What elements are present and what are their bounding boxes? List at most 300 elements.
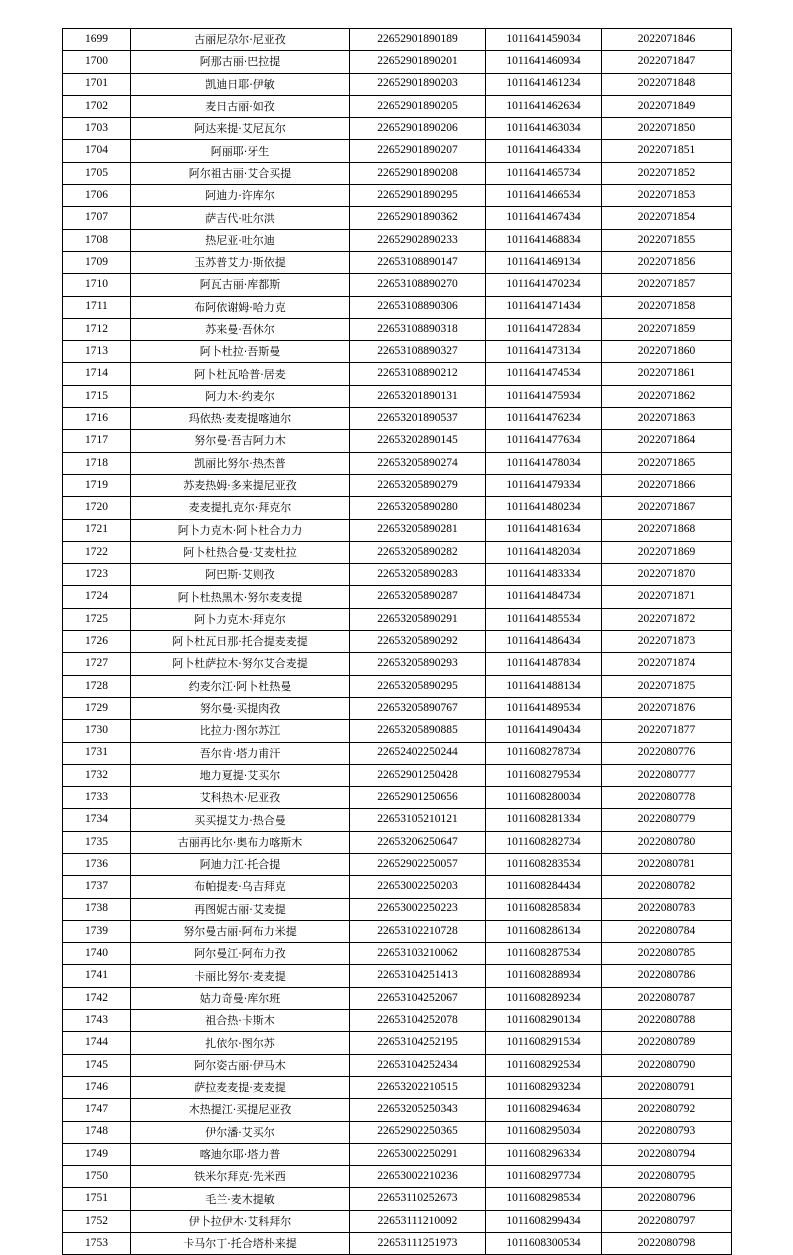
cell-sequence: 1701 <box>63 73 131 95</box>
cell-name: 比拉力·图尔苏江 <box>131 720 350 742</box>
cell-name: 阿迪力·许库尔 <box>131 185 350 207</box>
cell-business-number: 2022080786 <box>602 965 732 987</box>
cell-id-number: 22653205890767 <box>350 697 486 719</box>
table-row <box>63 809 732 831</box>
cell-id-number: 22653111251973 <box>350 1233 486 1255</box>
cell-code: 1011608283534 <box>486 853 602 875</box>
cell-code: 1011608297734 <box>486 1166 602 1188</box>
cell-name: 扎依尔·图尔苏 <box>131 1032 350 1054</box>
table-row <box>63 1210 732 1232</box>
cell-business-number: 2022071868 <box>602 519 732 541</box>
cell-name: 布阿依谢姆·哈力克 <box>131 296 350 318</box>
table-row <box>63 564 732 586</box>
cell-business-number: 2022080780 <box>602 831 732 853</box>
table-row <box>63 519 732 541</box>
table-row <box>63 474 732 496</box>
cell-business-number: 2022071871 <box>602 586 732 608</box>
cell-name: 苏来曼·吾休尔 <box>131 318 350 340</box>
cell-id-number: 22652901890295 <box>350 185 486 207</box>
cell-name: 再图妮古丽·艾麦提 <box>131 898 350 920</box>
cell-id-number: 22653002250291 <box>350 1143 486 1165</box>
cell-name: 阿瓦古丽·库都斯 <box>131 274 350 296</box>
table-row <box>63 943 732 965</box>
cell-business-number: 2022080779 <box>602 809 732 831</box>
cell-business-number: 2022080795 <box>602 1166 732 1188</box>
cell-sequence: 1703 <box>63 118 131 140</box>
cell-id-number: 22653202210515 <box>350 1076 486 1098</box>
cell-business-number: 2022080791 <box>602 1076 732 1098</box>
cell-business-number: 2022071848 <box>602 73 732 95</box>
cell-name: 布帕提麦·乌吉拜克 <box>131 876 350 898</box>
table-row <box>63 920 732 942</box>
cell-id-number: 22652901890189 <box>350 29 486 51</box>
cell-sequence: 1750 <box>63 1166 131 1188</box>
cell-name: 木热提江·买提尼亚孜 <box>131 1099 350 1121</box>
table-row <box>63 296 732 318</box>
cell-code: 1011608288934 <box>486 965 602 987</box>
table-row <box>63 95 732 117</box>
cell-sequence: 1726 <box>63 631 131 653</box>
cell-id-number: 22653104252195 <box>350 1032 486 1054</box>
cell-name: 阿卜力克木·拜克尔 <box>131 608 350 630</box>
table-row <box>63 29 732 51</box>
cell-code: 1011641488134 <box>486 675 602 697</box>
cell-business-number: 2022080790 <box>602 1054 732 1076</box>
cell-code: 1011608300534 <box>486 1233 602 1255</box>
cell-sequence: 1733 <box>63 787 131 809</box>
cell-code: 1011608280034 <box>486 787 602 809</box>
cell-name: 麦麦提扎克尔·拜克尔 <box>131 497 350 519</box>
cell-code: 1011608290134 <box>486 1010 602 1032</box>
cell-code: 1011641463034 <box>486 118 602 140</box>
cell-name: 卡丽比努尔·麦麦提 <box>131 965 350 987</box>
cell-business-number: 2022080781 <box>602 853 732 875</box>
cell-id-number: 22653205890274 <box>350 452 486 474</box>
table-row <box>63 1121 732 1143</box>
table-row <box>63 898 732 920</box>
table-row <box>63 1054 732 1076</box>
cell-sequence: 1720 <box>63 497 131 519</box>
cell-business-number: 2022071867 <box>602 497 732 519</box>
cell-sequence: 1751 <box>63 1188 131 1210</box>
table-row <box>63 586 732 608</box>
cell-code: 1011641467434 <box>486 207 602 229</box>
cell-name: 阿丽耶·牙生 <box>131 140 350 162</box>
cell-code: 1011608294634 <box>486 1099 602 1121</box>
cell-name: 喀迪尔耶·塔力普 <box>131 1143 350 1165</box>
cell-name: 凯迪日耶·伊敏 <box>131 73 350 95</box>
cell-id-number: 22652901890206 <box>350 118 486 140</box>
cell-sequence: 1731 <box>63 742 131 764</box>
table-row <box>63 720 732 742</box>
cell-business-number: 2022071857 <box>602 274 732 296</box>
cell-business-number: 2022071874 <box>602 653 732 675</box>
cell-name: 地力夏提·艾买尔 <box>131 764 350 786</box>
cell-sequence: 1741 <box>63 965 131 987</box>
cell-id-number: 22653108890306 <box>350 296 486 318</box>
cell-business-number: 2022080794 <box>602 1143 732 1165</box>
cell-sequence: 1705 <box>63 162 131 184</box>
cell-id-number: 22653102210728 <box>350 920 486 942</box>
cell-id-number: 22653104252067 <box>350 987 486 1009</box>
table-row <box>63 497 732 519</box>
cell-code: 1011641480234 <box>486 497 602 519</box>
table-row <box>63 385 732 407</box>
cell-code: 1011641468834 <box>486 229 602 251</box>
cell-code: 1011641471434 <box>486 296 602 318</box>
cell-sequence: 1729 <box>63 697 131 719</box>
cell-sequence: 1713 <box>63 341 131 363</box>
cell-business-number: 2022080789 <box>602 1032 732 1054</box>
cell-name: 阿卜杜瓦日那·托合提麦麦提 <box>131 631 350 653</box>
cell-business-number: 2022080796 <box>602 1188 732 1210</box>
cell-name: 苏麦热姆·多来提尼亚孜 <box>131 474 350 496</box>
cell-sequence: 1734 <box>63 809 131 831</box>
cell-id-number: 22653104252078 <box>350 1010 486 1032</box>
cell-id-number: 22653108890318 <box>350 318 486 340</box>
table-row <box>63 1076 732 1098</box>
table-row <box>63 787 732 809</box>
cell-id-number: 22653205890292 <box>350 631 486 653</box>
cell-id-number: 22653202890145 <box>350 430 486 452</box>
table-row <box>63 51 732 73</box>
cell-sequence: 1709 <box>63 251 131 273</box>
cell-name: 凯丽比努尔·热杰普 <box>131 452 350 474</box>
cell-business-number: 2022071863 <box>602 408 732 430</box>
cell-code: 1011641485534 <box>486 608 602 630</box>
table-row <box>63 1032 732 1054</box>
table-row <box>63 73 732 95</box>
cell-business-number: 2022071854 <box>602 207 732 229</box>
cell-business-number: 2022071870 <box>602 564 732 586</box>
cell-id-number: 22653205890291 <box>350 608 486 630</box>
cell-code: 1011608282734 <box>486 831 602 853</box>
cell-business-number: 2022071851 <box>602 140 732 162</box>
cell-sequence: 1753 <box>63 1233 131 1255</box>
cell-business-number: 2022080776 <box>602 742 732 764</box>
cell-sequence: 1714 <box>63 363 131 385</box>
table-row <box>63 318 732 340</box>
cell-id-number: 22653206250647 <box>350 831 486 853</box>
cell-name: 阿卜杜瓦哈普·居麦 <box>131 363 350 385</box>
cell-sequence: 1717 <box>63 430 131 452</box>
cell-business-number: 2022071875 <box>602 675 732 697</box>
cell-id-number: 22653205890295 <box>350 675 486 697</box>
table-row <box>63 229 732 251</box>
table-row <box>63 363 732 385</box>
table-row <box>63 742 732 764</box>
cell-business-number: 2022071877 <box>602 720 732 742</box>
table-row <box>63 853 732 875</box>
cell-code: 1011641465734 <box>486 162 602 184</box>
cell-name: 阿卜力克木·阿卜杜合力力 <box>131 519 350 541</box>
cell-code: 1011641466534 <box>486 185 602 207</box>
cell-id-number: 22652902250365 <box>350 1121 486 1143</box>
cell-sequence: 1704 <box>63 140 131 162</box>
cell-business-number: 2022080778 <box>602 787 732 809</box>
cell-code: 1011608292534 <box>486 1054 602 1076</box>
cell-name: 古丽尼尕尔·尼亚孜 <box>131 29 350 51</box>
cell-sequence: 1739 <box>63 920 131 942</box>
cell-id-number: 22653108890212 <box>350 363 486 385</box>
cell-code: 1011608289234 <box>486 987 602 1009</box>
cell-name: 姑力奇曼·库尔班 <box>131 987 350 1009</box>
cell-id-number: 22652901890362 <box>350 207 486 229</box>
cell-name: 阿卜杜热合曼·艾麦杜拉 <box>131 541 350 563</box>
cell-id-number: 22652901890207 <box>350 140 486 162</box>
cell-code: 1011641489534 <box>486 697 602 719</box>
cell-sequence: 1744 <box>63 1032 131 1054</box>
cell-code: 1011641469134 <box>486 251 602 273</box>
cell-name: 玛依热·麦麦提喀迪尔 <box>131 408 350 430</box>
cell-code: 1011641481634 <box>486 519 602 541</box>
table-row <box>63 185 732 207</box>
cell-id-number: 22652901250428 <box>350 764 486 786</box>
cell-business-number: 2022080787 <box>602 987 732 1009</box>
cell-code: 1011641478034 <box>486 452 602 474</box>
table-row <box>63 675 732 697</box>
cell-code: 1011641460934 <box>486 51 602 73</box>
cell-business-number: 2022080782 <box>602 876 732 898</box>
cell-name: 阿巴斯·艾则孜 <box>131 564 350 586</box>
cell-id-number: 22653205890287 <box>350 586 486 608</box>
cell-sequence: 1702 <box>63 95 131 117</box>
cell-business-number: 2022071856 <box>602 251 732 273</box>
cell-sequence: 1699 <box>63 29 131 51</box>
table-row <box>63 631 732 653</box>
cell-business-number: 2022080793 <box>602 1121 732 1143</box>
cell-code: 1011641482034 <box>486 541 602 563</box>
cell-id-number: 22652402250244 <box>350 742 486 764</box>
cell-sequence: 1706 <box>63 185 131 207</box>
cell-id-number: 22652901890203 <box>350 73 486 95</box>
cell-business-number: 2022071862 <box>602 385 732 407</box>
cell-sequence: 1722 <box>63 541 131 563</box>
cell-code: 1011641464334 <box>486 140 602 162</box>
cell-business-number: 2022071852 <box>602 162 732 184</box>
cell-id-number: 22653108890270 <box>350 274 486 296</box>
cell-business-number: 2022071866 <box>602 474 732 496</box>
cell-code: 1011608287534 <box>486 943 602 965</box>
cell-id-number: 22653205890279 <box>350 474 486 496</box>
cell-name: 阿尔姿古丽·伊马木 <box>131 1054 350 1076</box>
cell-id-number: 22653205890281 <box>350 519 486 541</box>
cell-business-number: 2022080792 <box>602 1099 732 1121</box>
table-row <box>63 274 732 296</box>
cell-business-number: 2022071855 <box>602 229 732 251</box>
cell-code: 1011641470234 <box>486 274 602 296</box>
table-row <box>63 541 732 563</box>
table-row <box>63 608 732 630</box>
cell-id-number: 22653104251413 <box>350 965 486 987</box>
cell-code: 1011608291534 <box>486 1032 602 1054</box>
cell-business-number: 2022080783 <box>602 898 732 920</box>
table-row <box>63 1188 732 1210</box>
cell-name: 阿达来提·艾尼瓦尔 <box>131 118 350 140</box>
cell-sequence: 1728 <box>63 675 131 697</box>
cell-code: 1011641475934 <box>486 385 602 407</box>
cell-business-number: 2022071864 <box>602 430 732 452</box>
cell-sequence: 1745 <box>63 1054 131 1076</box>
cell-business-number: 2022071846 <box>602 29 732 51</box>
table-row <box>63 430 732 452</box>
cell-sequence: 1732 <box>63 764 131 786</box>
cell-sequence: 1742 <box>63 987 131 1009</box>
table-row <box>63 764 732 786</box>
cell-name: 麦日古丽·如孜 <box>131 95 350 117</box>
cell-code: 1011608281334 <box>486 809 602 831</box>
cell-sequence: 1747 <box>63 1099 131 1121</box>
cell-business-number: 2022071865 <box>602 452 732 474</box>
table-row <box>63 341 732 363</box>
cell-id-number: 22653201890131 <box>350 385 486 407</box>
cell-sequence: 1743 <box>63 1010 131 1032</box>
cell-id-number: 22653108890147 <box>350 251 486 273</box>
cell-code: 1011608278734 <box>486 742 602 764</box>
cell-business-number: 2022080798 <box>602 1233 732 1255</box>
cell-name: 艾科热木·尼亚孜 <box>131 787 350 809</box>
cell-sequence: 1711 <box>63 296 131 318</box>
cell-name: 阿那古丽·巴拉提 <box>131 51 350 73</box>
table-row <box>63 876 732 898</box>
cell-sequence: 1746 <box>63 1076 131 1098</box>
records-table-body <box>63 29 732 1255</box>
cell-code: 1011641483334 <box>486 564 602 586</box>
cell-id-number: 22653108890327 <box>350 341 486 363</box>
table-row <box>63 1233 732 1255</box>
cell-sequence: 1748 <box>63 1121 131 1143</box>
cell-sequence: 1708 <box>63 229 131 251</box>
cell-code: 1011641477634 <box>486 430 602 452</box>
cell-code: 1011641474534 <box>486 363 602 385</box>
table-row <box>63 1010 732 1032</box>
cell-business-number: 2022080788 <box>602 1010 732 1032</box>
cell-id-number: 22652901250656 <box>350 787 486 809</box>
cell-id-number: 22653002250223 <box>350 898 486 920</box>
cell-name: 伊卜拉伊木·艾科拜尔 <box>131 1210 350 1232</box>
cell-code: 1011608298534 <box>486 1188 602 1210</box>
cell-code: 1011641490434 <box>486 720 602 742</box>
cell-id-number: 22653205250343 <box>350 1099 486 1121</box>
cell-sequence: 1730 <box>63 720 131 742</box>
cell-code: 1011641472834 <box>486 318 602 340</box>
cell-name: 吾尔肯·塔力甫汗 <box>131 742 350 764</box>
cell-code: 1011608279534 <box>486 764 602 786</box>
table-row <box>63 251 732 273</box>
cell-name: 阿尔祖古丽·艾合买提 <box>131 162 350 184</box>
table-row <box>63 408 732 430</box>
cell-sequence: 1736 <box>63 853 131 875</box>
table-row <box>63 1143 732 1165</box>
cell-id-number: 22653002250203 <box>350 876 486 898</box>
cell-name: 祖合热·卡斯木 <box>131 1010 350 1032</box>
cell-name: 玉苏普艾力·斯依提 <box>131 251 350 273</box>
cell-business-number: 2022071872 <box>602 608 732 630</box>
cell-code: 1011641486434 <box>486 631 602 653</box>
cell-name: 古丽再比尔·奥布力喀斯木 <box>131 831 350 853</box>
cell-code: 1011641484734 <box>486 586 602 608</box>
cell-code: 1011608284434 <box>486 876 602 898</box>
cell-code: 1011608299434 <box>486 1210 602 1232</box>
cell-sequence: 1715 <box>63 385 131 407</box>
cell-sequence: 1725 <box>63 608 131 630</box>
cell-id-number: 22653110252673 <box>350 1188 486 1210</box>
table-row <box>63 118 732 140</box>
cell-name: 铁米尔拜克·先米西 <box>131 1166 350 1188</box>
cell-sequence: 1752 <box>63 1210 131 1232</box>
cell-id-number: 22653111210092 <box>350 1210 486 1232</box>
table-row <box>63 1166 732 1188</box>
cell-sequence: 1700 <box>63 51 131 73</box>
cell-sequence: 1712 <box>63 318 131 340</box>
cell-name: 阿卜杜拉·吾斯曼 <box>131 341 350 363</box>
cell-id-number: 22653002210236 <box>350 1166 486 1188</box>
cell-name: 阿迪力江·托合提 <box>131 853 350 875</box>
cell-code: 1011641461234 <box>486 73 602 95</box>
table-row <box>63 140 732 162</box>
cell-name: 阿尔曼江·阿布力孜 <box>131 943 350 965</box>
cell-business-number: 2022071876 <box>602 697 732 719</box>
cell-code: 1011641473134 <box>486 341 602 363</box>
cell-business-number: 2022071849 <box>602 95 732 117</box>
cell-name: 卡马尔丁·托合塔朴来提 <box>131 1233 350 1255</box>
cell-business-number: 2022080777 <box>602 764 732 786</box>
cell-business-number: 2022071847 <box>602 51 732 73</box>
cell-code: 1011641462634 <box>486 95 602 117</box>
cell-code: 1011641459034 <box>486 29 602 51</box>
cell-sequence: 1740 <box>63 943 131 965</box>
cell-business-number: 2022071859 <box>602 318 732 340</box>
cell-business-number: 2022071869 <box>602 541 732 563</box>
cell-name: 努尔曼·吾吉阿力木 <box>131 430 350 452</box>
cell-code: 1011641476234 <box>486 408 602 430</box>
records-table <box>62 28 732 1255</box>
cell-code: 1011641487834 <box>486 653 602 675</box>
table-row <box>63 831 732 853</box>
cell-name: 约麦尔江·阿卜杜热曼 <box>131 675 350 697</box>
cell-business-number: 2022071860 <box>602 341 732 363</box>
cell-sequence: 1723 <box>63 564 131 586</box>
table-row <box>63 697 732 719</box>
cell-id-number: 22652902250057 <box>350 853 486 875</box>
cell-id-number: 22653104252434 <box>350 1054 486 1076</box>
cell-business-number: 2022080785 <box>602 943 732 965</box>
cell-name: 萨拉麦麦提·麦麦提 <box>131 1076 350 1098</box>
cell-sequence: 1719 <box>63 474 131 496</box>
cell-sequence: 1735 <box>63 831 131 853</box>
cell-name: 努尔曼·买提肉孜 <box>131 697 350 719</box>
cell-id-number: 22653201890537 <box>350 408 486 430</box>
cell-code: 1011608295034 <box>486 1121 602 1143</box>
cell-id-number: 22652901890208 <box>350 162 486 184</box>
cell-code: 1011608286134 <box>486 920 602 942</box>
table-row <box>63 452 732 474</box>
cell-sequence: 1727 <box>63 653 131 675</box>
cell-code: 1011608285834 <box>486 898 602 920</box>
cell-id-number: 22652901890205 <box>350 95 486 117</box>
cell-business-number: 2022080784 <box>602 920 732 942</box>
table-row <box>63 653 732 675</box>
cell-name: 努尔曼古丽·阿布力米提 <box>131 920 350 942</box>
cell-sequence: 1710 <box>63 274 131 296</box>
cell-sequence: 1738 <box>63 898 131 920</box>
cell-id-number: 22653205890293 <box>350 653 486 675</box>
cell-sequence: 1749 <box>63 1143 131 1165</box>
cell-id-number: 22653205890885 <box>350 720 486 742</box>
table-row <box>63 162 732 184</box>
cell-business-number: 2022071873 <box>602 631 732 653</box>
cell-id-number: 22652902890233 <box>350 229 486 251</box>
